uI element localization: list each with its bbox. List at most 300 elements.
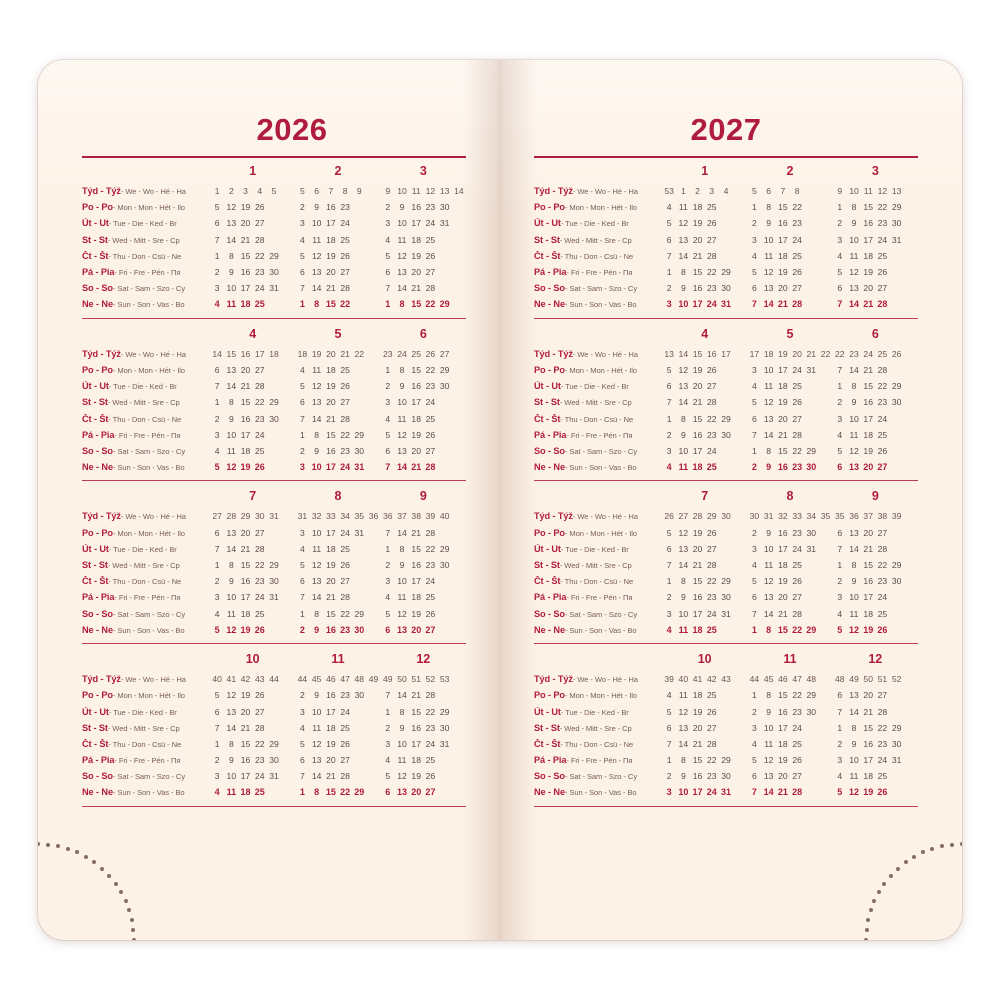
date-cell[interactable]	[818, 752, 832, 768]
date-cell[interactable]: 11	[312, 364, 322, 375]
date-cell[interactable]: 7	[328, 186, 334, 197]
date-cell[interactable]	[281, 671, 295, 687]
date-cell[interactable]: 31	[720, 299, 731, 310]
date-cell[interactable]: 6	[214, 218, 220, 229]
date-cell[interactable]: 25	[425, 592, 436, 603]
date-cell[interactable]: 1	[752, 202, 757, 213]
date-cell[interactable]: 6	[314, 186, 320, 197]
date-cell[interactable]: 14	[212, 348, 222, 359]
date-cell[interactable]: 3	[666, 787, 672, 798]
date-cell[interactable]: 26	[340, 250, 350, 261]
date-cell[interactable]: 12	[397, 771, 407, 782]
date-cell[interactable]: 14	[849, 543, 859, 554]
date-cell[interactable]: 20	[863, 527, 873, 538]
date-cell[interactable]: 21	[240, 381, 251, 392]
date-cell[interactable]: 10	[678, 299, 689, 310]
date-cell[interactable]: 43	[254, 674, 265, 685]
date-cell[interactable]: 28	[340, 413, 350, 424]
date-cell[interactable]	[904, 768, 918, 784]
date-cell[interactable]	[281, 557, 295, 573]
date-cell[interactable]: 16	[692, 771, 703, 782]
date-cell[interactable]	[890, 280, 904, 296]
date-cell[interactable]	[904, 427, 918, 443]
date-cell[interactable]: 45	[763, 674, 774, 685]
date-cell[interactable]: 17	[240, 771, 251, 782]
date-cell[interactable]	[818, 394, 832, 410]
date-cell[interactable]: 22	[340, 608, 350, 619]
date-cell[interactable]: 19	[326, 381, 336, 392]
date-cell[interactable]	[366, 459, 380, 475]
date-cell[interactable]: 7	[752, 608, 757, 619]
date-cell[interactable]: 7	[837, 543, 843, 554]
date-cell[interactable]: 24	[254, 592, 265, 603]
date-cell[interactable]: 30	[891, 738, 902, 749]
date-cell[interactable]	[818, 671, 832, 687]
date-cell[interactable]: 38	[877, 511, 888, 522]
date-cell[interactable]	[452, 459, 466, 475]
date-cell[interactable]: 13	[848, 462, 859, 473]
date-cell[interactable]: 11	[764, 381, 774, 392]
date-cell[interactable]: 49	[382, 674, 393, 685]
date-cell[interactable]: 12	[397, 608, 407, 619]
date-cell[interactable]: 18	[863, 608, 873, 619]
date-cell[interactable]: 26	[706, 364, 717, 375]
date-cell[interactable]: 22	[425, 543, 436, 554]
date-cell[interactable]: 29	[354, 608, 365, 619]
date-cell[interactable]: 9	[314, 445, 320, 456]
date-cell[interactable]: 27	[706, 381, 717, 392]
date-cell[interactable]: 28	[254, 234, 265, 245]
date-cell[interactable]: 5	[385, 250, 391, 261]
date-cell[interactable]: 42	[240, 674, 251, 685]
date-cell[interactable]: 25	[425, 413, 436, 424]
date-cell[interactable]	[904, 606, 918, 622]
date-cell[interactable]	[281, 411, 295, 427]
date-cell[interactable]: 8	[314, 787, 320, 798]
date-cell[interactable]: 18	[240, 787, 251, 798]
date-cell[interactable]: 46	[326, 674, 336, 685]
date-cell[interactable]	[452, 443, 466, 459]
date-cell[interactable]	[904, 704, 918, 720]
date-cell[interactable]: 35	[834, 511, 845, 522]
date-cell[interactable]: 8	[851, 560, 857, 571]
date-cell[interactable]	[352, 248, 366, 264]
date-cell[interactable]: 30	[439, 381, 450, 392]
date-cell[interactable]: 22	[340, 787, 351, 798]
date-cell[interactable]: 13	[763, 413, 774, 424]
date-cell[interactable]: 29	[240, 511, 251, 522]
date-cell[interactable]	[818, 784, 832, 800]
date-cell[interactable]: 12	[311, 738, 322, 749]
date-cell[interactable]: 44	[297, 674, 308, 685]
date-cell[interactable]: 19	[863, 624, 874, 635]
date-cell[interactable]	[281, 215, 295, 231]
date-cell[interactable]: 10	[849, 186, 859, 197]
date-cell[interactable]: 12	[763, 755, 774, 766]
date-cell[interactable]: 24	[254, 771, 265, 782]
date-cell[interactable]: 16	[240, 348, 251, 359]
date-cell[interactable]: 27	[706, 722, 717, 733]
date-cell[interactable]: 10	[763, 543, 774, 554]
date-cell[interactable]: 1	[385, 299, 391, 310]
date-cell[interactable]	[438, 394, 452, 410]
date-cell[interactable]	[366, 394, 380, 410]
date-cell[interactable]: 25	[877, 348, 888, 359]
date-cell[interactable]: 3	[214, 283, 220, 294]
date-cell[interactable]	[452, 557, 466, 573]
date-cell[interactable]: 3	[385, 218, 391, 229]
date-cell[interactable]: 21	[806, 348, 817, 359]
date-cell[interactable]: 14	[311, 592, 322, 603]
date-cell[interactable]: 14	[763, 429, 774, 440]
date-cell[interactable]	[904, 541, 918, 557]
date-cell[interactable]: 27	[340, 755, 350, 766]
date-cell[interactable]: 32	[311, 511, 322, 522]
date-cell[interactable]	[733, 215, 747, 231]
date-cell[interactable]: 18	[240, 299, 251, 310]
date-cell[interactable]: 18	[778, 381, 788, 392]
date-cell[interactable]: 5	[752, 576, 757, 587]
month-number[interactable]: 6	[871, 326, 879, 341]
date-cell[interactable]	[281, 768, 295, 784]
date-cell[interactable]	[366, 622, 380, 638]
date-cell[interactable]: 16	[326, 202, 336, 213]
date-cell[interactable]: 26	[706, 706, 717, 717]
date-cell[interactable]: 11	[226, 445, 236, 456]
date-cell[interactable]	[733, 557, 747, 573]
date-cell[interactable]: 9	[766, 218, 772, 229]
date-cell[interactable]: 52	[891, 674, 902, 685]
date-cell[interactable]	[352, 752, 366, 768]
date-cell[interactable]: 13	[226, 218, 237, 229]
date-cell[interactable]: 17	[863, 413, 873, 424]
date-cell[interactable]	[438, 459, 452, 475]
date-cell[interactable]: 22	[877, 202, 888, 213]
date-cell[interactable]	[438, 622, 452, 638]
date-cell[interactable]: 13	[849, 527, 859, 538]
date-cell[interactable]	[438, 687, 452, 703]
date-cell[interactable]: 18	[411, 234, 421, 245]
date-cell[interactable]	[904, 573, 918, 589]
date-cell[interactable]	[452, 687, 466, 703]
date-cell[interactable]: 9	[314, 690, 320, 701]
date-cell[interactable]: 8	[314, 608, 320, 619]
date-cell[interactable]: 47	[792, 674, 802, 685]
date-cell[interactable]: 12	[849, 445, 859, 456]
date-cell[interactable]: 7	[751, 299, 757, 310]
date-cell[interactable]	[281, 394, 295, 410]
date-cell[interactable]	[366, 264, 380, 280]
date-cell[interactable]: 25	[792, 381, 802, 392]
date-cell[interactable]: 27	[792, 771, 802, 782]
date-cell[interactable]: 14	[454, 186, 464, 197]
date-cell[interactable]: 3	[666, 445, 672, 456]
date-cell[interactable]: 10	[678, 787, 689, 798]
date-cell[interactable]: 2	[228, 186, 234, 197]
date-cell[interactable]	[366, 589, 380, 605]
date-cell[interactable]	[818, 248, 832, 264]
date-cell[interactable]	[804, 784, 818, 800]
date-cell[interactable]	[890, 248, 904, 264]
date-cell[interactable]: 21	[326, 771, 336, 782]
date-cell[interactable]: 18	[778, 738, 788, 749]
date-cell[interactable]: 14	[311, 283, 322, 294]
date-cell[interactable]: 39	[664, 674, 674, 685]
date-cell[interactable]	[719, 394, 733, 410]
date-cell[interactable]	[719, 736, 733, 752]
date-cell[interactable]	[267, 525, 281, 541]
date-cell[interactable]	[352, 411, 366, 427]
date-cell[interactable]: 11	[764, 738, 774, 749]
date-cell[interactable]	[890, 525, 904, 541]
date-cell[interactable]: 34	[806, 511, 817, 522]
date-cell[interactable]: 15	[240, 250, 251, 261]
date-cell[interactable]	[733, 784, 747, 800]
date-cell[interactable]: 4	[666, 202, 672, 213]
date-cell[interactable]: 16	[863, 576, 873, 587]
date-cell[interactable]	[452, 525, 466, 541]
date-cell[interactable]: 15	[411, 364, 421, 375]
date-cell[interactable]: 2	[837, 218, 843, 229]
date-cell[interactable]	[366, 362, 380, 378]
date-cell[interactable]: 21	[692, 560, 703, 571]
date-cell[interactable]: 16	[240, 413, 251, 424]
date-cell[interactable]: 7	[385, 462, 391, 473]
date-cell[interactable]: 9	[680, 429, 686, 440]
date-cell[interactable]: 6	[385, 787, 391, 798]
date-cell[interactable]: 1	[666, 755, 672, 766]
date-cell[interactable]: 23	[425, 202, 436, 213]
date-cell[interactable]: 10	[397, 186, 407, 197]
date-cell[interactable]	[452, 784, 466, 800]
date-cell[interactable]: 18	[763, 348, 774, 359]
date-cell[interactable]: 8	[228, 560, 234, 571]
date-cell[interactable]	[281, 232, 295, 248]
date-cell[interactable]: 18	[863, 429, 873, 440]
date-cell[interactable]: 31	[806, 364, 817, 375]
date-cell[interactable]: 7	[751, 787, 757, 798]
date-cell[interactable]: 19	[778, 397, 788, 408]
date-cell[interactable]: 17	[778, 234, 788, 245]
date-cell[interactable]: 5	[300, 738, 305, 749]
date-cell[interactable]: 14	[849, 364, 859, 375]
date-cell[interactable]	[733, 183, 747, 199]
date-cell[interactable]: 12	[226, 690, 237, 701]
date-cell[interactable]	[366, 378, 380, 394]
date-cell[interactable]	[452, 362, 466, 378]
date-cell[interactable]: 39	[425, 511, 436, 522]
date-cell[interactable]: 9	[356, 186, 362, 197]
date-cell[interactable]	[281, 784, 295, 800]
date-cell[interactable]: 31	[269, 771, 279, 782]
date-cell[interactable]: 8	[766, 690, 772, 701]
date-cell[interactable]: 3	[300, 527, 305, 538]
date-cell[interactable]: 25	[254, 608, 265, 619]
date-cell[interactable]: 3	[752, 543, 757, 554]
date-cell[interactable]: 6	[837, 462, 843, 473]
date-cell[interactable]: 13	[439, 186, 450, 197]
date-cell[interactable]	[733, 264, 747, 280]
date-cell[interactable]: 26	[877, 624, 888, 635]
date-cell[interactable]: 22	[425, 299, 436, 310]
date-cell[interactable]: 6	[300, 576, 305, 587]
date-cell[interactable]: 17	[254, 348, 265, 359]
date-cell[interactable]: 11	[226, 608, 236, 619]
date-cell[interactable]: 21	[692, 397, 703, 408]
date-cell[interactable]: 28	[877, 543, 888, 554]
date-cell[interactable]: 1	[666, 576, 672, 587]
date-cell[interactable]: 10	[226, 771, 237, 782]
date-cell[interactable]: 30	[354, 690, 365, 701]
date-cell[interactable]	[267, 296, 281, 312]
date-cell[interactable]: 13	[849, 283, 859, 294]
date-cell[interactable]: 9	[314, 202, 320, 213]
date-cell[interactable]: 19	[778, 576, 788, 587]
date-cell[interactable]	[890, 264, 904, 280]
date-cell[interactable]: 31	[891, 234, 902, 245]
date-cell[interactable]: 10	[226, 592, 237, 603]
date-cell[interactable]: 16	[692, 283, 703, 294]
date-cell[interactable]: 18	[778, 560, 788, 571]
month-number[interactable]: 5	[786, 326, 794, 341]
date-cell[interactable]: 30	[806, 462, 817, 473]
date-cell[interactable]	[904, 687, 918, 703]
date-cell[interactable]: 14	[397, 527, 407, 538]
date-cell[interactable]: 1	[680, 186, 686, 197]
date-cell[interactable]: 20	[692, 234, 703, 245]
month-number[interactable]: 9	[419, 489, 427, 504]
date-cell[interactable]: 9	[851, 738, 857, 749]
date-cell[interactable]: 3	[837, 592, 843, 603]
date-cell[interactable]	[804, 606, 818, 622]
date-cell[interactable]: 14	[763, 608, 774, 619]
date-cell[interactable]	[733, 736, 747, 752]
date-cell[interactable]: 25	[792, 250, 802, 261]
date-cell[interactable]: 12	[311, 381, 322, 392]
date-cell[interactable]	[281, 296, 295, 312]
date-cell[interactable]: 17	[240, 592, 251, 603]
date-cell[interactable]: 29	[269, 250, 279, 261]
date-cell[interactable]: 9	[399, 202, 405, 213]
date-cell[interactable]: 16	[863, 397, 873, 408]
date-cell[interactable]	[733, 622, 747, 638]
date-cell[interactable]: 6	[752, 592, 757, 603]
date-cell[interactable]: 13	[311, 267, 322, 278]
date-cell[interactable]: 3	[837, 234, 843, 245]
date-cell[interactable]: 3	[666, 299, 672, 310]
date-cell[interactable]	[904, 264, 918, 280]
date-cell[interactable]: 8	[851, 202, 857, 213]
date-cell[interactable]: 26	[425, 608, 436, 619]
date-cell[interactable]: 10	[311, 462, 322, 473]
date-cell[interactable]: 25	[877, 608, 888, 619]
date-cell[interactable]: 6	[214, 364, 220, 375]
date-cell[interactable]	[366, 784, 380, 800]
date-cell[interactable]	[804, 736, 818, 752]
date-cell[interactable]: 2	[385, 202, 391, 213]
date-cell[interactable]: 26	[254, 462, 265, 473]
date-cell[interactable]: 30	[721, 429, 731, 440]
date-cell[interactable]: 8	[228, 250, 234, 261]
date-cell[interactable]: 30	[891, 397, 902, 408]
date-cell[interactable]	[733, 378, 747, 394]
date-cell[interactable]	[904, 232, 918, 248]
date-cell[interactable]	[904, 736, 918, 752]
date-cell[interactable]: 23	[254, 413, 265, 424]
date-cell[interactable]: 20	[240, 218, 251, 229]
date-cell[interactable]: 3	[752, 234, 757, 245]
date-cell[interactable]: 17	[778, 722, 788, 733]
date-cell[interactable]	[719, 215, 733, 231]
date-cell[interactable]: 10	[849, 234, 859, 245]
date-cell[interactable]: 18	[411, 413, 421, 424]
date-cell[interactable]: 2	[752, 218, 757, 229]
date-cell[interactable]: 31	[354, 462, 365, 473]
date-cell[interactable]	[267, 232, 281, 248]
date-cell[interactable]: 11	[849, 250, 859, 261]
date-cell[interactable]: 30	[269, 267, 279, 278]
date-cell[interactable]: 25	[340, 234, 350, 245]
date-cell[interactable]	[352, 541, 366, 557]
date-cell[interactable]	[281, 199, 295, 215]
date-cell[interactable]: 27	[877, 462, 888, 473]
date-cell[interactable]	[904, 378, 918, 394]
date-cell[interactable]: 10	[849, 413, 859, 424]
date-cell[interactable]: 25	[425, 755, 436, 766]
date-cell[interactable]: 12	[425, 186, 436, 197]
date-cell[interactable]: 2	[666, 429, 672, 440]
date-cell[interactable]: 28	[254, 543, 265, 554]
date-cell[interactable]: 4	[837, 608, 843, 619]
date-cell[interactable]	[281, 622, 295, 638]
date-cell[interactable]: 20	[863, 690, 873, 701]
date-cell[interactable]: 33	[326, 511, 336, 522]
date-cell[interactable]: 31	[720, 787, 731, 798]
date-cell[interactable]: 12	[678, 364, 689, 375]
date-cell[interactable]	[719, 720, 733, 736]
date-cell[interactable]: 4	[666, 462, 672, 473]
date-cell[interactable]: 18	[297, 348, 308, 359]
date-cell[interactable]	[733, 589, 747, 605]
date-cell[interactable]: 23	[340, 690, 350, 701]
date-cell[interactable]: 1	[299, 299, 305, 310]
date-cell[interactable]: 48	[834, 674, 845, 685]
date-cell[interactable]: 26	[254, 690, 265, 701]
date-cell[interactable]: 5	[385, 608, 391, 619]
date-cell[interactable]	[366, 752, 380, 768]
date-cell[interactable]	[904, 296, 918, 312]
date-cell[interactable]: 7	[214, 234, 220, 245]
date-cell[interactable]: 11	[678, 624, 689, 635]
date-cell[interactable]	[452, 378, 466, 394]
date-cell[interactable]: 27	[254, 527, 265, 538]
date-cell[interactable]: 23	[382, 348, 393, 359]
date-cell[interactable]	[904, 671, 918, 687]
date-cell[interactable]: 14	[678, 250, 689, 261]
month-number[interactable]: 3	[419, 164, 427, 178]
date-cell[interactable]: 2	[300, 202, 305, 213]
date-cell[interactable]: 9	[314, 624, 320, 635]
date-cell[interactable]: 21	[411, 462, 422, 473]
date-cell[interactable]: 22	[254, 250, 265, 261]
date-cell[interactable]: 26	[664, 511, 674, 522]
date-cell[interactable]: 8	[680, 576, 686, 587]
date-cell[interactable]: 25	[425, 234, 436, 245]
date-cell[interactable]	[352, 573, 366, 589]
date-cell[interactable]: 24	[706, 299, 717, 310]
date-cell[interactable]: 28	[425, 462, 436, 473]
date-cell[interactable]: 23	[877, 738, 888, 749]
